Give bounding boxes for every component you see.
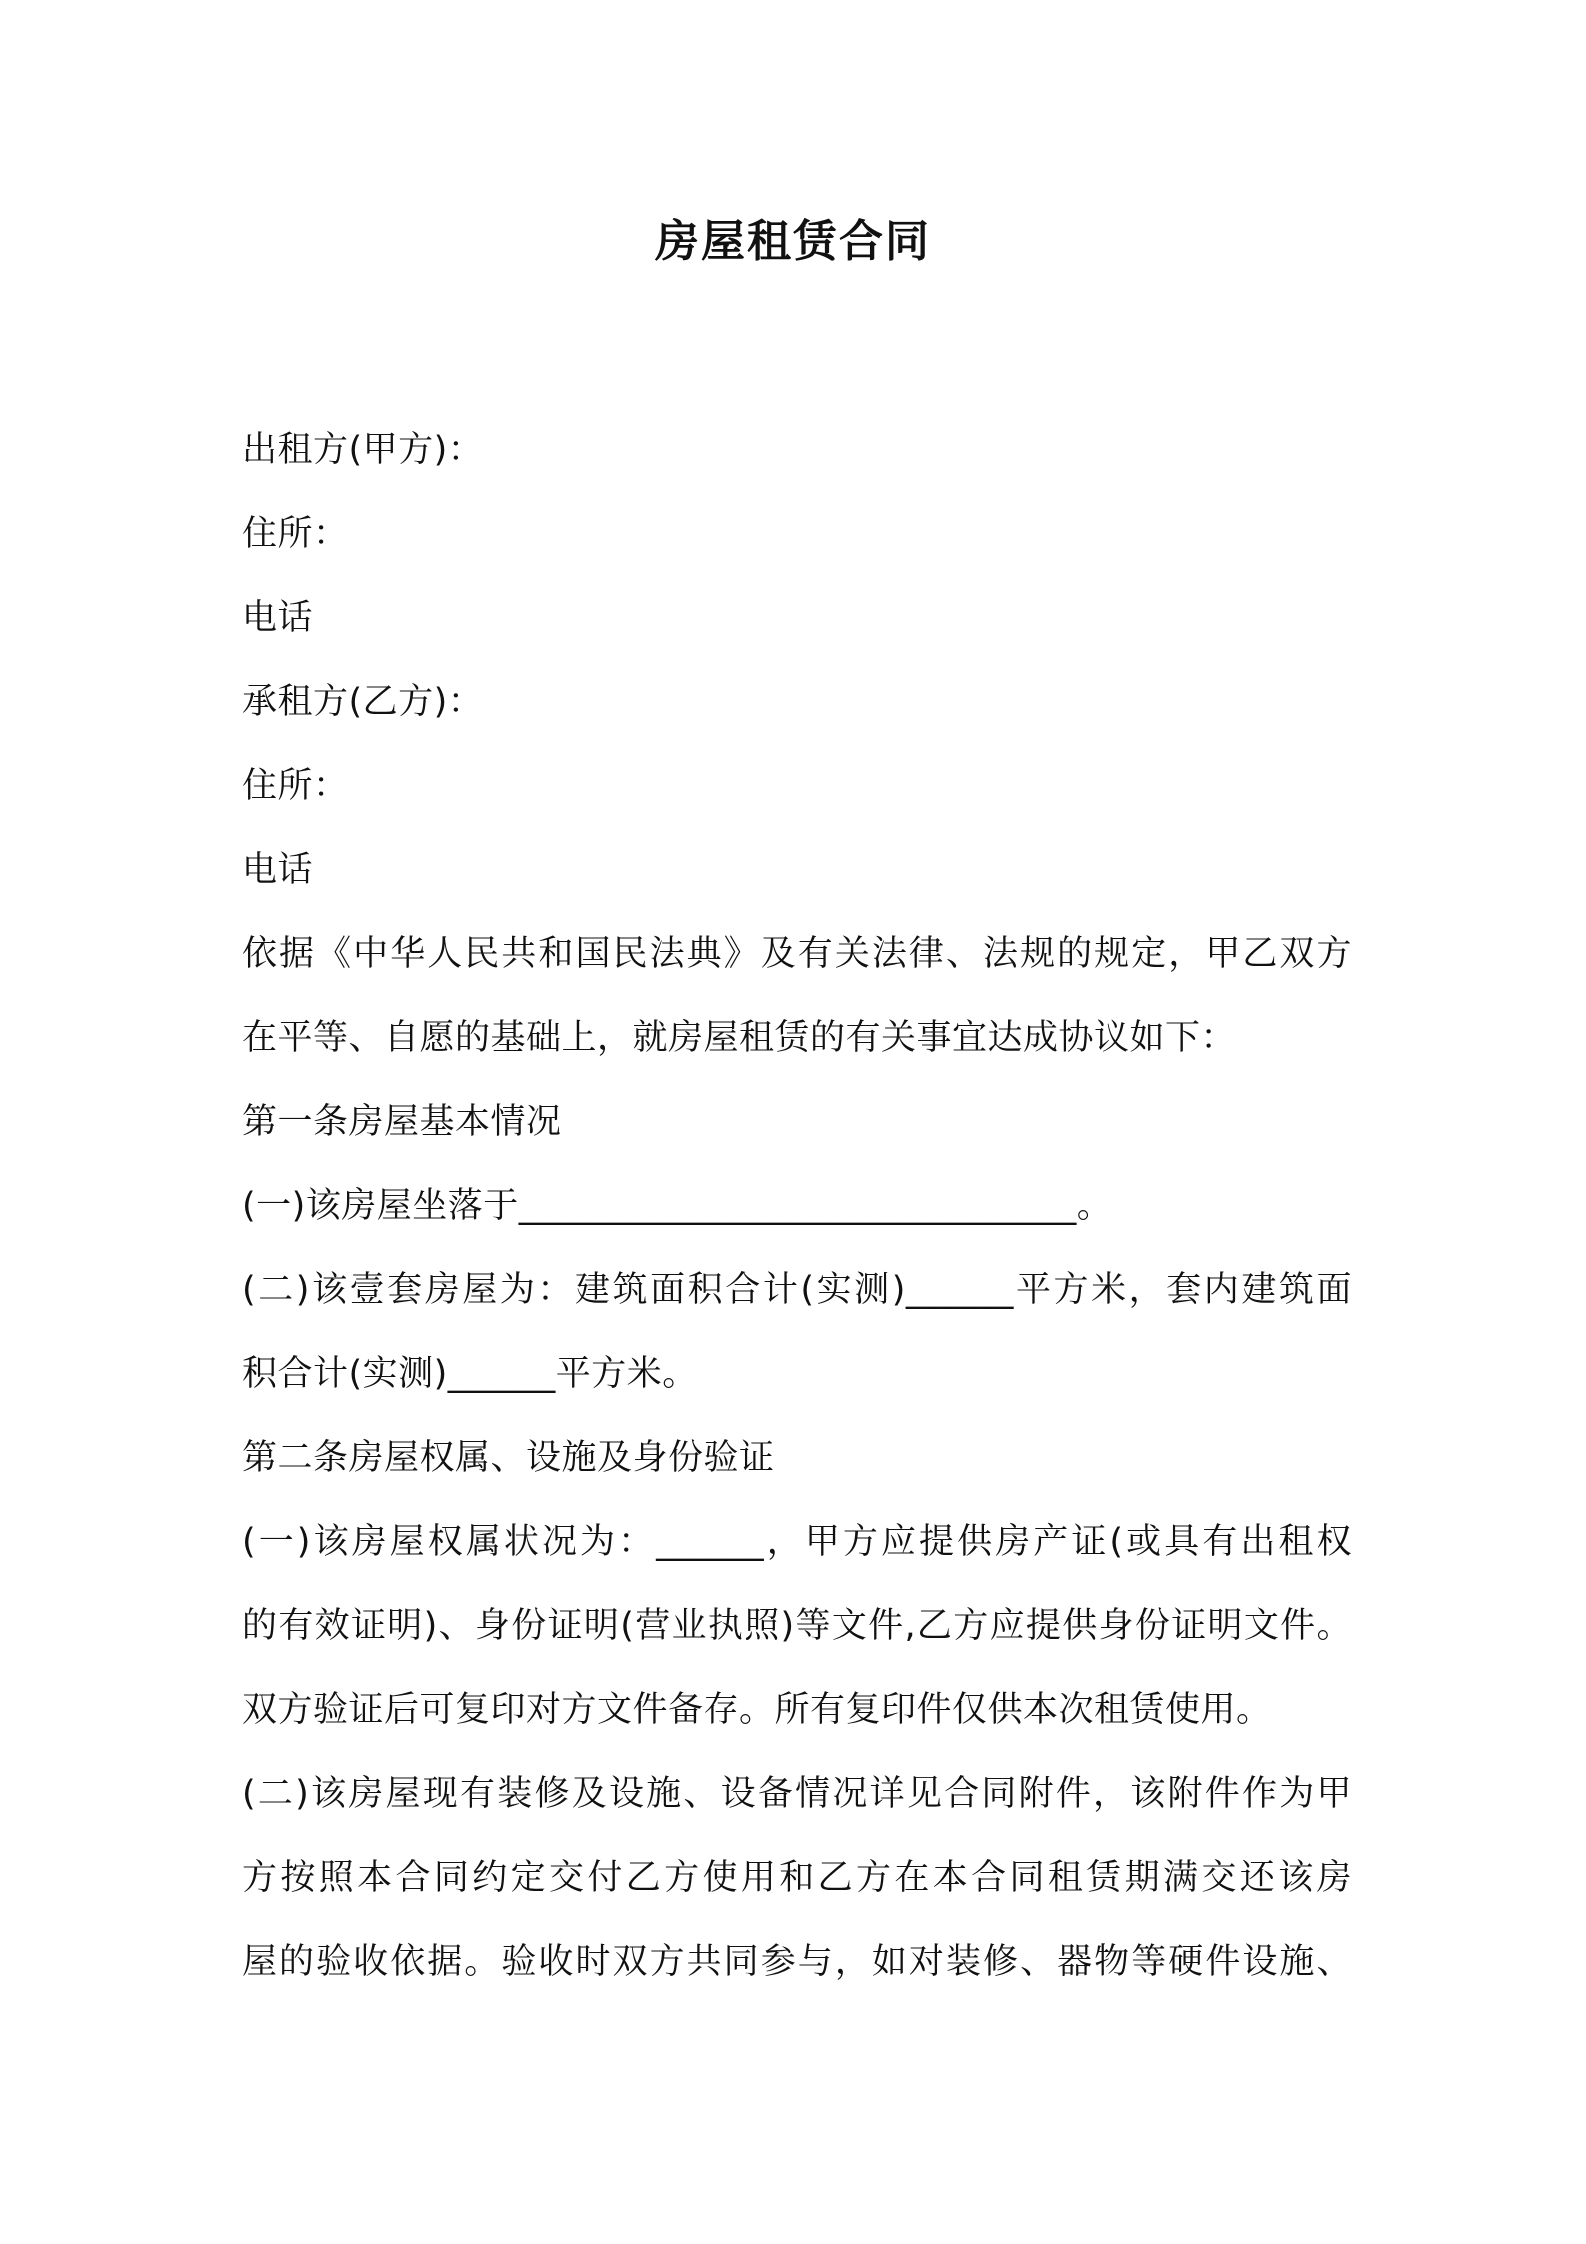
article-2-clause-2-line-1: (二)该房屋现有装修及设施、设备情况详见合同附件，该附件作为甲 [242, 1774, 1352, 1814]
lessee-line: 承租方(乙方)： [242, 682, 484, 722]
article-2-heading: 第二条房屋权属、设施及身份验证 [242, 1438, 775, 1478]
article-1-clause-1: (一)该房屋坐落于_______________________________。 [242, 1186, 1113, 1226]
lessor-line: 出租方(甲方)： [242, 430, 484, 470]
lessor-phone-line: 电话 [242, 598, 314, 638]
article-2-clause-2-line-2: 方按照本合同约定交付乙方使用和乙方在本合同租赁期满交还该房 [242, 1858, 1352, 1898]
lessor-address-line: 住所： [242, 514, 349, 554]
article-1-clause-2-line-1: (二)该壹套房屋为：建筑面积合计(实测)______平方米，套内建筑面 [242, 1270, 1352, 1310]
article-2-clause-1-line-1: (一)该房屋权属状况为：______，甲方应提供房产证(或具有出租权 [242, 1522, 1352, 1562]
lessee-address-line: 住所： [242, 766, 349, 806]
article-2-clause-1-line-2: 的有效证明)、身份证明(营业执照)等文件,乙方应提供身份证明文件。 [242, 1606, 1352, 1646]
lessee-phone-line: 电话 [242, 850, 314, 890]
article-2-clause-1-line-3: 双方验证后可复印对方文件备存。所有复印件仅供本次租赁使用。 [242, 1690, 1272, 1730]
article-1-clause-2-line-2: 积合计(实测)______平方米。 [242, 1354, 698, 1394]
preamble-line-2: 在平等、自愿的基础上，就房屋租赁的有关事宜达成协议如下： [242, 1018, 1237, 1058]
article-1-heading: 第一条房屋基本情况 [242, 1102, 562, 1142]
preamble-line-1: 依据《中华人民共和国民法典》及有关法律、法规的规定，甲乙双方 [242, 934, 1352, 974]
contract-body [242, 408, 1352, 2004]
article-2-clause-2-line-3: 屋的验收依据。验收时双方共同参与，如对装修、器物等硬件设施、 [242, 1942, 1352, 1982]
document-title: 房屋租赁合同 [655, 216, 931, 267]
